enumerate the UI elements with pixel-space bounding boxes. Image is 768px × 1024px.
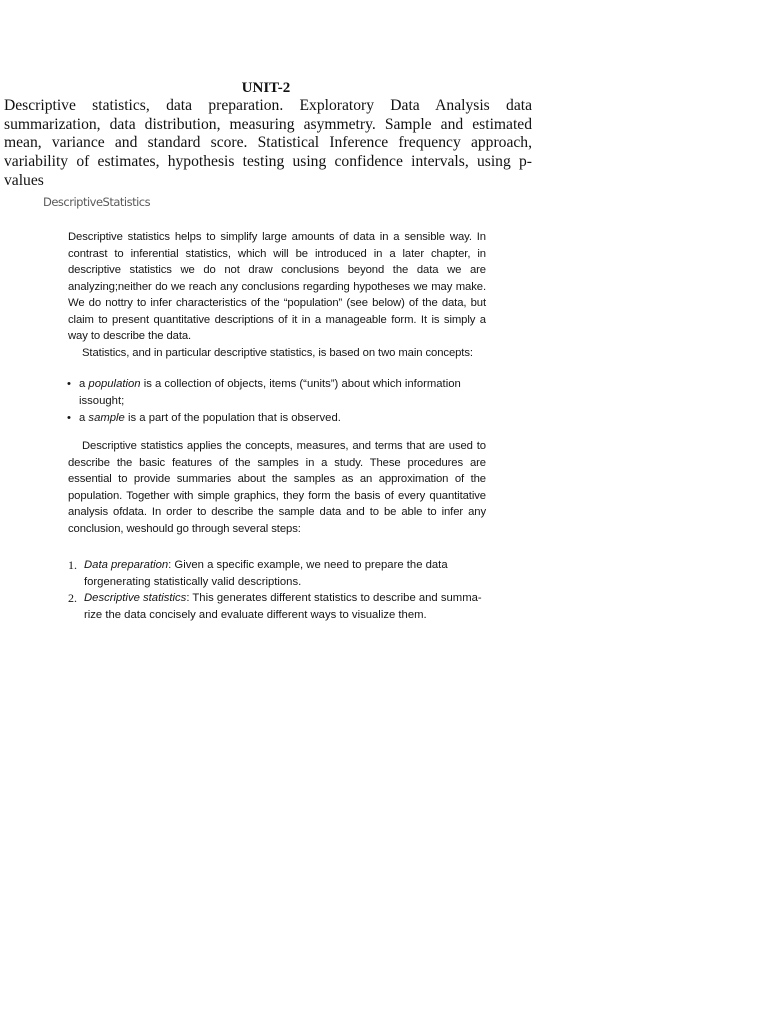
bullet-icon: • <box>67 412 71 424</box>
concept-text: is a part of the population that is observed. <box>124 412 341 424</box>
step-number: 1. <box>68 558 77 572</box>
list-item <box>68 590 486 623</box>
list-item <box>66 410 488 427</box>
concept-list <box>66 376 488 428</box>
steps-list <box>68 557 486 623</box>
concept-prefix: a <box>79 378 89 390</box>
concept-term: sample <box>88 412 125 424</box>
step-text: : Given a specific example, we need to prepare the data forgenerating statistically valid descriptions. <box>84 559 448 588</box>
unit-title: UNIT-2 <box>241 80 291 96</box>
concept-term: population <box>88 378 141 390</box>
step-term: Data preparation <box>84 559 169 571</box>
section-heading: DescriptiveStatistics <box>43 195 151 209</box>
intro-paragraph-block <box>68 229 486 361</box>
concept-prefix: a <box>79 412 89 424</box>
concept-text: is a collection of objects, items (“units”) about which information issought; <box>79 378 461 407</box>
concepts-intro-line: Statistics, and in particular descriptive statistics, is based on two main concepts: <box>82 346 473 359</box>
intro-paragraph: Descriptive statistics helps to simplify large amounts of data in a sensible way. In contrast to inferential statistics, which will be introduced in a later chapter, in descriptive statistics we do not draw conclusions beyond the data we are analyzing;neither do we reach any conclusions regarding hypotheses we may make. We do nottry to infer characteristics of the “population” (see below) of the data, but claim to present quantitative descriptions of it in a manageable form. It is simply a way to describe the data. <box>68 231 486 342</box>
list-item <box>68 557 486 590</box>
step-text: : This generates different statistics to describe and summa-rize the data concisely and evaluate different ways to visualize them. <box>84 592 482 621</box>
list-item <box>66 376 488 409</box>
bullet-icon: • <box>67 378 71 390</box>
unit-intro-paragraph: Descriptive statistics, data preparation. Exploratory Data Analysis data summarization, data distribution, measuring asymmetry. Sample and estimated mean, variance and standard score. Statistical Inference frequency approach, variability of estimates, hypothesis testing using confidence intervals, using p-values <box>4 97 532 189</box>
procedures-paragraph: Descriptive statistics applies the concepts, measures, and terms that are used to describe the basic features of the samples in a study. These procedures are essential to provide summaries about the samples as an approximation of the population. Together with simple graphics, they form the basis of every quantitative analysis ofdata. In order to describe the sample data and to be able to infer any conclusion, weshould go through several steps: <box>68 440 486 535</box>
step-term: Descriptive statistics <box>84 592 187 604</box>
procedures-paragraph-block <box>68 438 486 537</box>
step-number: 2. <box>68 591 77 605</box>
